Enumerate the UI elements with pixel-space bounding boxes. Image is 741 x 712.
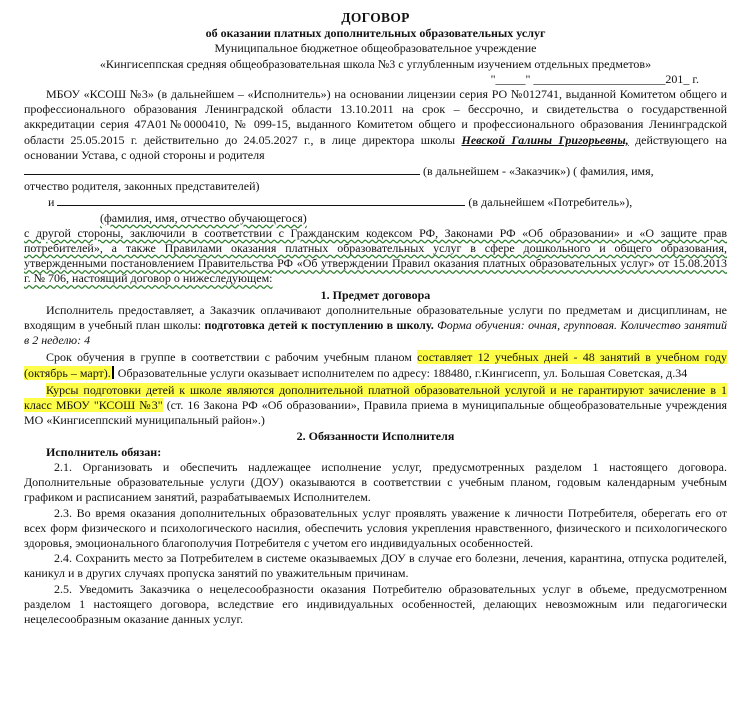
agreement-paragraph: с другой стороны, заключили в соответствии с Гражданским кодексом РФ, Законами РФ «Об образовании» и «О защите прав потребителей», а также Правилами оказания платных образовательных услуг в сфере дошкольного и общего образования, утвержденными постановлением Правительства РФ «Об утверждении Правил оказания платных образовательных услуг» от 15.08.2013 г. № 706, настоящий договор о нижеследующем: <box>24 225 727 286</box>
section-2-heading: 2. Обязанности Исполнителя <box>296 429 455 444</box>
document-title: ДОГОВОР <box>341 10 410 25</box>
obligation-2-5: 2.5. Уведомить Заказчика о нецелесообразности оказания Потребителю образовательных услуг в объеме, предусмотренном разделом 1 настоящего договора, вследствие его индивидуальных особенностей, делающих невозможным или педагогически нецелесообразным оказание данных услуг. <box>24 581 727 626</box>
section-1-paragraph-1: Исполнитель предоставляет, а Заказчик оплачивают дополнительные образовательные услуги по предметам и дисциплинам, не входящим в учебный план школы: подготовка детей к поступлению в школу. Форма обучения: очная, групповая. Количество занятий в 2 неделю: 4 <box>24 302 728 348</box>
obligation-2-4: 2.4. Сохранить место за Потребителем в системе оказываемых ДОУ в случае его болезни, лечения, карантина, отпуска родителей, каникул и в других случаях пропуска занятий по уважительным причинам. <box>24 551 727 581</box>
highlight-duration: составляет 12 учебных дней - 48 занятий в учебном году (октябрь – март). <box>24 350 728 380</box>
intro-paragraph <box>24 87 727 163</box>
customer-caption-line2: отчество родителя, законных представителей) <box>24 179 260 194</box>
institution-line-2: «Кингисеппская средняя общеобразовательная школа №3 с углубленным изучением отдельных предметов» <box>99 56 652 71</box>
consumer-line <box>24 194 727 210</box>
intro-text-b: действующего на основании Устава, с одной стороны и родителя <box>24 132 728 162</box>
obligation-2-1: 2.1. Организовать и обеспечить надлежащее исполнение услуг, предусмотренных разделом 1 настоящего договора. Дополнительные образовательные услуги (ДОУ) оказываются в соответствии с учебным планом, годовым календарным учебным графиком и расписанием занятий, разрабатываемых Исполнителем. <box>24 459 727 505</box>
customer-caption: (в дальнейшем - «Заказчик») ( фамилия, имя, <box>423 164 654 179</box>
document-subtitle: об оказании платных дополнительных образовательных услуг <box>205 26 546 41</box>
obligation-2-3: 2.3. Во время оказания дополнительных образовательных услуг проявлять уважение к личности Потребителя, оберегать его от всех форм физического и психологического насилия, обеспечить условия укрепления нравственного, физического и психологического здоровья, эмоционального благополучия Потребителя с учетом его индивидуальных особенностей. <box>24 505 727 550</box>
customer-blank[interactable] <box>24 163 420 175</box>
institution-line-1: Муниципальное бюджетное общеобразовательное учреждение <box>214 41 537 56</box>
consumer-caption: (в дальнейшем «Потребитель»), <box>468 195 633 210</box>
section-1-paragraph-3: Курсы подготовки детей к школе являются дополнительной платной образовательной услугой и не гарантируют зачисление в 1 класс МБОУ "КСОШ №3" (ст. 16 Закона РФ «Об образовании», Правила приема в муниципальные общеобразовательные учреждения МО «Кингисеппский муниципальный район».) <box>24 382 728 428</box>
section-1-heading: 1. Предмет договора <box>320 287 431 302</box>
and-word: и <box>48 195 55 210</box>
date-line: "_____" ______________________201_ г. <box>490 71 699 86</box>
customer-line <box>24 163 727 179</box>
text-cursor <box>112 366 114 379</box>
consumer-blank[interactable] <box>57 194 465 206</box>
section-1-paragraph-2: Срок обучения в группе в соответствии с рабочим учебным планом составляет 12 учебных дней - 48 занятий в учебном году (октябрь – март). Образовательные услуги оказывает исполнителем по адресу: 188480, г.Кингисепп, ул. Большая Советская, д.34 <box>24 350 728 380</box>
highlight-courses: Курсы подготовки детей к школе являются дополнительной платной образовательной услугой и не гарантируют зачисление в 1 класс МБОУ "КСОШ №3" <box>24 382 727 413</box>
intro-text-a: МБОУ «КСОШ №3» (в дальнейшем – «Исполнитель») на основании лицензии серия РО №012741, выданной Комитетом общего и профессионального образования Ленинградской области 13.10.2011 на срок – бессрочно, и свидетельства о государственной аккредитации серия 47А01№0000410, № 099-15, выданного Комитетом общего и профессионального образования Ленинградской области 25.05.2015 г. действительно до 24.05.2027 г., в лице директора школы <box>24 87 727 147</box>
section-2-subheading: Исполнитель обязан: <box>46 444 162 459</box>
pupil-caption: (фамилия, имя, отчество обучающегося) <box>100 210 307 225</box>
director-name: Невской Галины Григорьевны, <box>461 132 629 147</box>
